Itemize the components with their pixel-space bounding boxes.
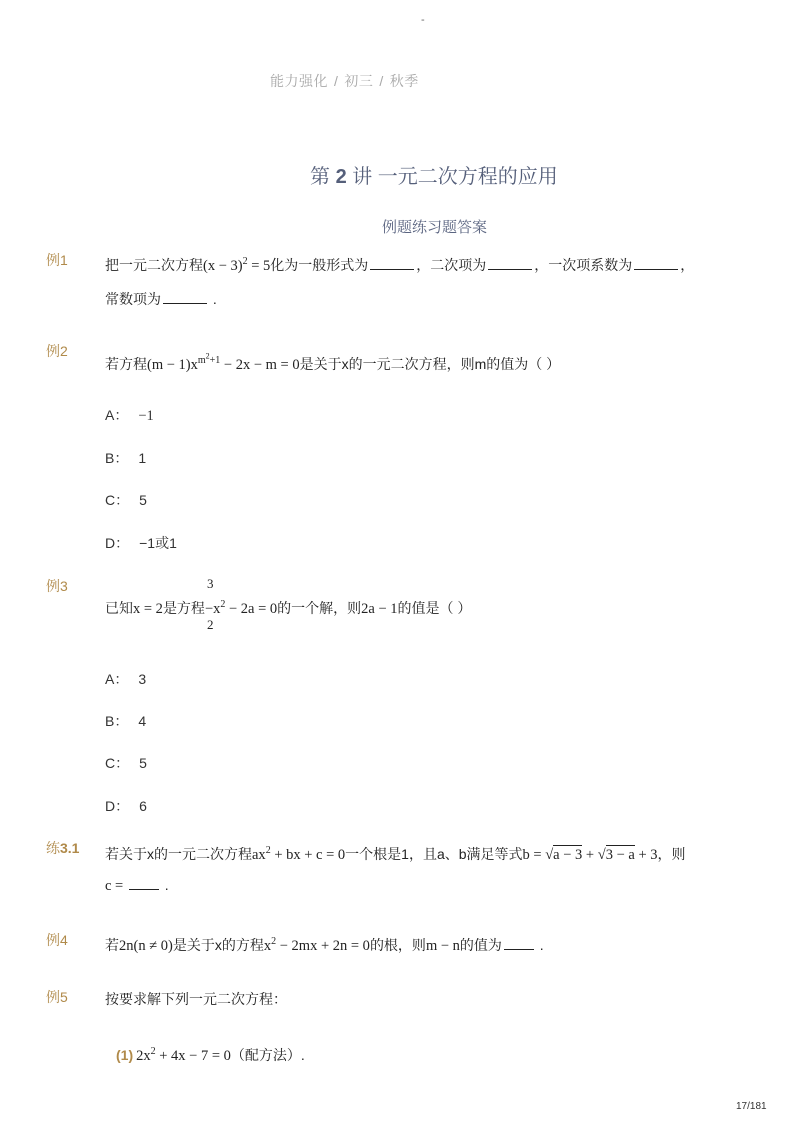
exponent: m bbox=[197, 355, 206, 367]
title-suffix: 讲 一元二次方程的应用 bbox=[352, 166, 558, 188]
option-key: A： bbox=[105, 407, 129, 423]
text: . bbox=[212, 291, 217, 307]
text: 练 bbox=[46, 840, 60, 856]
option-key: D： bbox=[105, 798, 130, 814]
text: ， bbox=[680, 257, 695, 273]
option-value: 5 bbox=[139, 492, 147, 508]
option-key: A： bbox=[105, 671, 129, 687]
page-title bbox=[310, 160, 558, 189]
option-b[interactable] bbox=[105, 711, 146, 731]
math: + 3 bbox=[634, 847, 658, 863]
option-b[interactable] bbox=[105, 448, 146, 468]
math: + bx + c = 0 bbox=[270, 847, 346, 863]
math bbox=[252, 847, 345, 863]
example-label: 例5 bbox=[46, 989, 68, 1005]
text: 化为一般形式为 bbox=[270, 257, 369, 273]
exponent: 2 bbox=[271, 936, 277, 948]
answer-blank[interactable] bbox=[504, 938, 534, 950]
example-1-line-2 bbox=[105, 289, 217, 309]
top-dash: - bbox=[421, 14, 425, 26]
page-subtitle: 例题练习题答案 bbox=[382, 219, 488, 236]
text: 是方程 bbox=[162, 600, 205, 616]
text: ，则 bbox=[657, 846, 686, 862]
option-a[interactable] bbox=[105, 405, 154, 425]
math: 2a − 1 bbox=[361, 601, 398, 617]
math: + bbox=[582, 847, 598, 863]
option-key: B： bbox=[105, 713, 129, 729]
practice-3-1-line-1 bbox=[105, 844, 686, 864]
math: ax bbox=[252, 847, 266, 863]
example-label: 例3 bbox=[46, 578, 68, 594]
example-1-line-1 bbox=[105, 255, 694, 275]
text: 的值为 bbox=[459, 937, 502, 953]
exponent: 2 bbox=[242, 256, 248, 268]
math: − 2a = 0 bbox=[225, 601, 278, 617]
math: c = bbox=[105, 878, 127, 894]
option-key: B： bbox=[105, 450, 129, 466]
option-value: 1 bbox=[138, 450, 147, 466]
option-c[interactable] bbox=[105, 753, 147, 773]
option-value: −1或1 bbox=[139, 535, 177, 551]
option-key: D： bbox=[105, 535, 130, 551]
option-d[interactable] bbox=[105, 533, 177, 553]
math: + 4x − 7 = 0 bbox=[155, 1048, 231, 1064]
option-key: C： bbox=[105, 755, 130, 771]
text: ，二次项为 bbox=[416, 257, 487, 273]
text: 已知 bbox=[105, 600, 133, 616]
text: 常数项为 bbox=[105, 291, 161, 307]
text: 若 bbox=[105, 937, 119, 953]
example-5-subquestion-1 bbox=[116, 1045, 305, 1065]
breadcrumb bbox=[270, 71, 419, 91]
breadcrumb-item[interactable]: 初三 bbox=[344, 73, 374, 89]
text: 若关于x的一元二次方程 bbox=[105, 846, 252, 862]
math bbox=[203, 258, 270, 274]
math: x bbox=[263, 938, 272, 954]
example-label: 例1 bbox=[46, 252, 68, 268]
option-value: 4 bbox=[138, 713, 147, 729]
breadcrumb-item[interactable]: 能力强化 bbox=[270, 73, 328, 89]
text: 是关于x的方程 bbox=[172, 937, 264, 953]
math bbox=[264, 938, 370, 954]
option-value: 3 bbox=[138, 671, 147, 687]
answer-blank[interactable] bbox=[370, 258, 414, 270]
option-value: −1 bbox=[138, 408, 154, 424]
option-value: 5 bbox=[139, 755, 147, 771]
math: −x bbox=[204, 601, 221, 617]
text: 的根，则 bbox=[369, 937, 426, 953]
math: x = 2 bbox=[133, 601, 163, 617]
example-4-question bbox=[105, 935, 544, 955]
text: . bbox=[164, 877, 169, 893]
math: 2n(n ≠ 0) bbox=[119, 938, 173, 954]
fraction-denominator: 2 bbox=[207, 617, 214, 632]
example-3-question bbox=[105, 598, 471, 618]
math bbox=[136, 1048, 231, 1064]
title-prefix: 第 bbox=[310, 166, 330, 188]
math: (x − 3) bbox=[203, 258, 243, 274]
sqrt-radicand: a − 3 bbox=[553, 847, 583, 863]
math: 2x bbox=[136, 1048, 151, 1064]
example-5-question: 按要求解下列一元二次方程： bbox=[105, 991, 287, 1007]
text: （配方法）. bbox=[230, 1047, 305, 1063]
breadcrumb-item[interactable]: 秋季 bbox=[389, 73, 419, 89]
text: . bbox=[539, 937, 544, 953]
example-label: 例4 bbox=[46, 932, 68, 948]
exponent: 2 bbox=[220, 599, 226, 611]
answer-blank[interactable] bbox=[163, 292, 207, 304]
math: (m − 1)x bbox=[147, 357, 198, 374]
breadcrumb-separator: / bbox=[379, 73, 384, 89]
text: 3.1 bbox=[60, 840, 80, 856]
example-2-question bbox=[105, 352, 560, 374]
text: 若方程 bbox=[105, 356, 147, 373]
answer-blank[interactable] bbox=[488, 258, 532, 270]
math: − 2x − m = 0 bbox=[220, 357, 300, 374]
page-number: 17/181 bbox=[736, 1101, 767, 1112]
option-a[interactable] bbox=[105, 669, 146, 689]
subquestion-number: (1) bbox=[116, 1047, 134, 1063]
text: ，一次项系数为 bbox=[534, 257, 633, 273]
option-key: C： bbox=[105, 492, 130, 508]
option-d[interactable] bbox=[105, 796, 147, 816]
math: b = √a − 3 + √3 − a + 3 bbox=[522, 847, 658, 863]
text: 的一个解，则 bbox=[277, 600, 362, 616]
text: 一个根是1，且a、b满足等式 bbox=[345, 846, 523, 862]
exponent: 2 bbox=[205, 352, 210, 361]
text: 把一元二次方程 bbox=[105, 257, 203, 273]
math: − 2mx + 2n = 0 bbox=[276, 938, 370, 954]
exponent bbox=[197, 352, 221, 367]
practice-3-1-line-2 bbox=[105, 877, 169, 895]
exponent: 2 bbox=[265, 845, 271, 857]
answer-blank[interactable] bbox=[129, 878, 159, 890]
math: b = bbox=[522, 847, 546, 863]
practice-label bbox=[46, 838, 79, 858]
exponent: 2 bbox=[150, 1046, 156, 1058]
math bbox=[147, 352, 300, 374]
fraction-numerator: 3 bbox=[207, 576, 214, 591]
exponent: +1 bbox=[209, 355, 221, 367]
math bbox=[205, 601, 277, 617]
sqrt-radicand: 3 − a bbox=[605, 847, 635, 863]
math: m − n bbox=[425, 938, 460, 954]
breadcrumb-separator: / bbox=[334, 73, 339, 89]
example-label: 例2 bbox=[46, 343, 68, 359]
option-value: 6 bbox=[139, 798, 147, 814]
answer-blank[interactable] bbox=[634, 258, 678, 270]
text: 的值是（ ） bbox=[397, 600, 472, 616]
text: 是关于x的一元二次方程，则m的值为（ ） bbox=[299, 356, 561, 373]
math: = 5 bbox=[247, 258, 271, 274]
option-c[interactable] bbox=[105, 490, 147, 510]
title-number: 2 bbox=[335, 166, 347, 188]
